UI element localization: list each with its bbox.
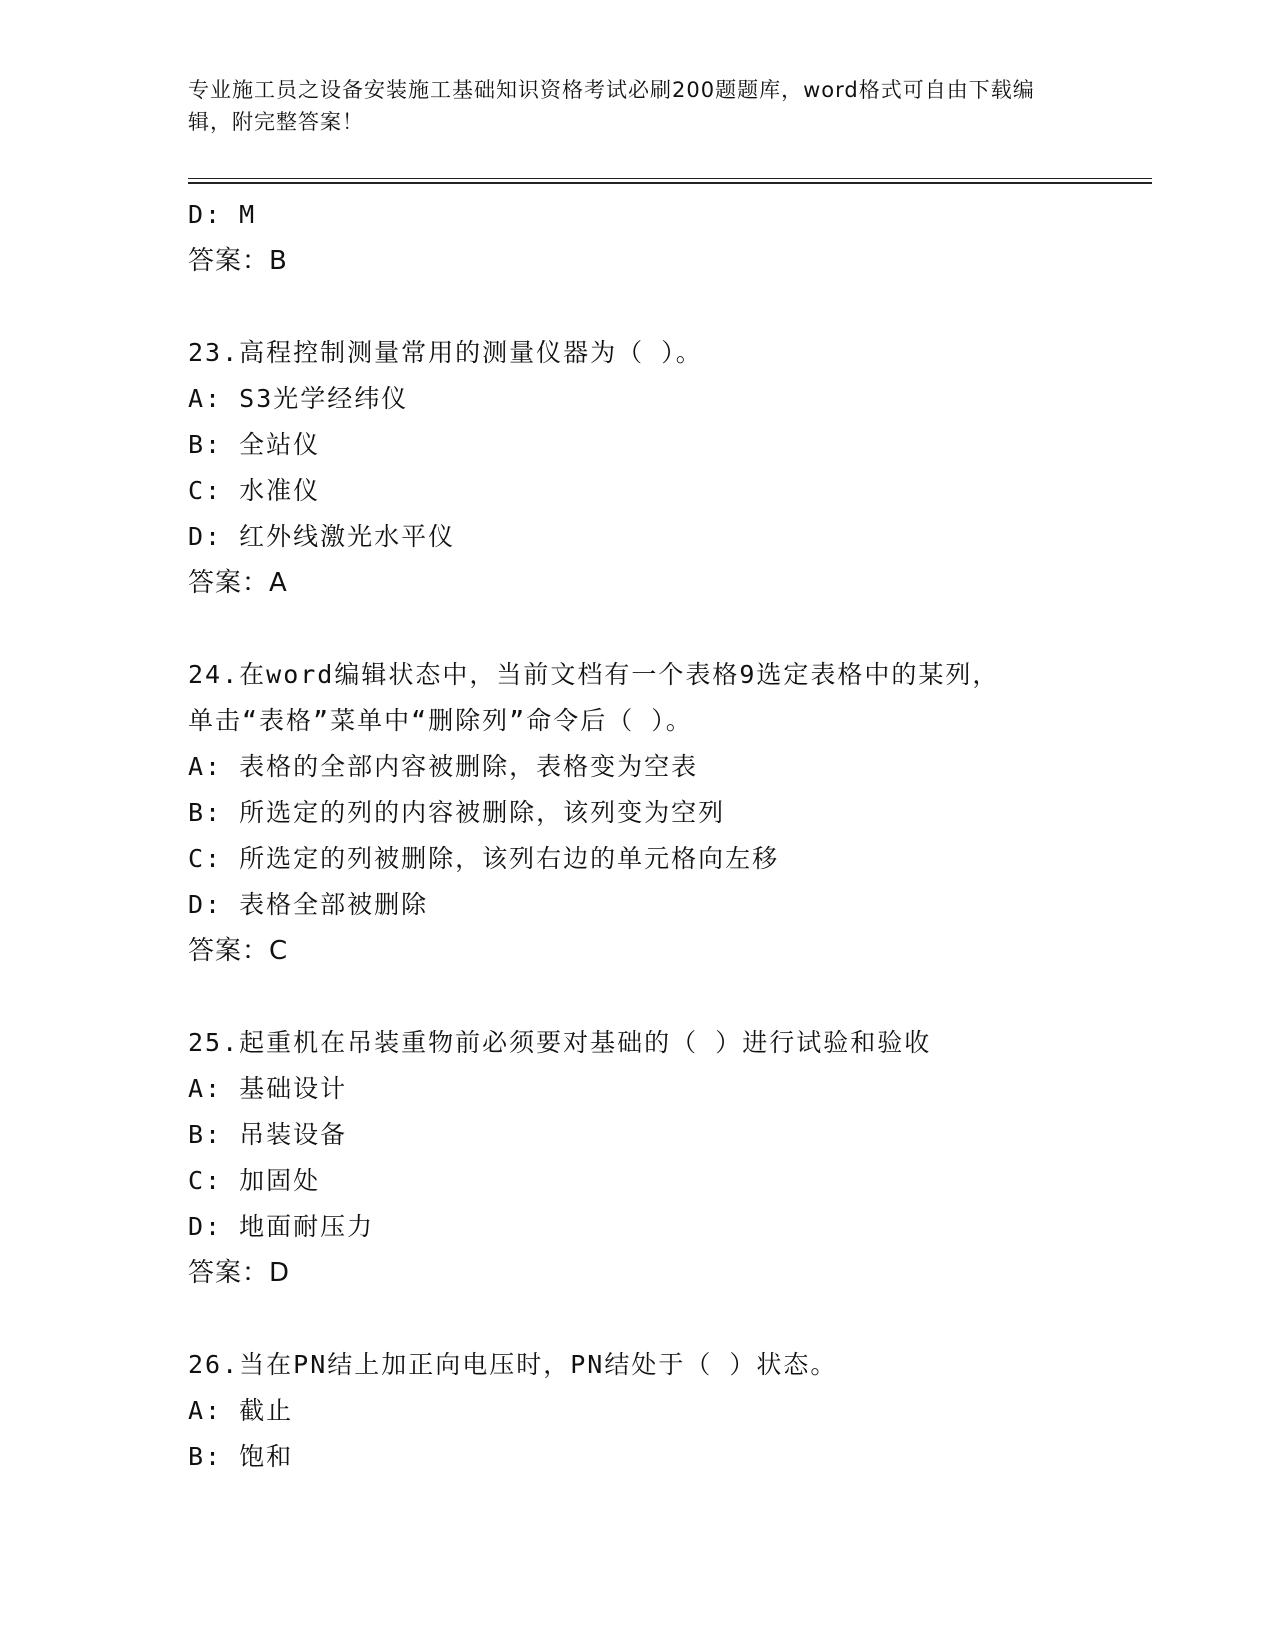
question-26 [188,1342,1108,1480]
option-d: D: 地面耐压力 [188,1212,375,1241]
option-b: B: 所选定的列的内容被删除，该列变为空列 [188,798,726,827]
spacer [188,284,1108,330]
option-a: A: S3光学经纬仪 [188,384,409,413]
header-rule [188,178,1152,179]
option-d: D: 红外线激光水平仪 [188,522,456,551]
page-header: 专业施工员之设备安装施工基础知识资格考试必刷200题题库，word格式可自由下载编辑，附完整答案！ [188,78,1035,134]
question-25 [188,1020,1108,1296]
header-rule-thick [188,182,1152,184]
question-23 [188,330,1108,606]
document-body [188,192,1108,1480]
spacer [188,1296,1108,1342]
answer: 答案：D [188,1258,291,1288]
question-text: 26.当在PN结上加正向电压时，PN结处于（ ）状态。 [188,1350,838,1379]
question-text: 24.在word编辑状态中，当前文档有一个表格9选定表格中的某列， [188,660,1000,689]
option-c: C: 水准仪 [188,476,321,505]
option-c: C: 所选定的列被删除，该列右边的单元格向左移 [188,844,780,873]
option-d: D: M [188,200,257,229]
answer: 答案：B [188,246,288,276]
question-24 [188,652,1108,974]
answer: 答案：C [188,936,289,966]
question-text: 23.高程控制测量常用的测量仪器为（ ）。 [188,338,703,367]
option-b: B: 吊装设备 [188,1120,348,1149]
option-a: A: 基础设计 [188,1074,348,1103]
option-b: B: 饱和 [188,1442,294,1471]
question-text-continued: 单击“表格”菜单中“删除列”命令后（ ）。 [188,706,693,735]
question-text: 25.起重机在吊装重物前必须要对基础的（ ）进行试验和验收 [188,1028,932,1057]
answer: 答案：A [188,568,288,598]
option-b: B: 全站仪 [188,430,321,459]
spacer [188,606,1108,652]
spacer [188,974,1108,1020]
option-a: A: 表格的全部内容被删除，表格变为空表 [188,752,699,781]
option-d: D: 表格全部被删除 [188,890,429,919]
option-a: A: 截止 [188,1396,294,1425]
option-c: C: 加固处 [188,1166,321,1195]
